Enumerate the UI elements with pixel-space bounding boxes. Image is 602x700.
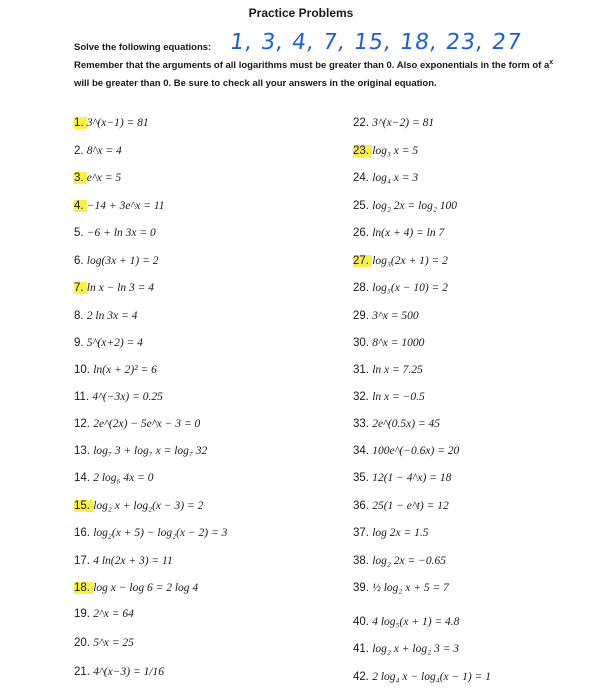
instructions-lead: Solve the following equations: [74, 42, 212, 53]
problem-number: 17. [74, 555, 94, 567]
problem-32 [353, 391, 425, 403]
problem-9 [74, 337, 143, 349]
problem-equation: log₃(2x + 1) = 2 [372, 255, 448, 267]
problem-equation: 4^(x−3) = 1/16 [93, 666, 165, 678]
instructions-line-2-text: Remember that the arguments of all logarithms must be greater than 0. Also exponentials in the form of a [74, 60, 550, 72]
problem-29 [353, 310, 419, 322]
problem-34 [353, 445, 459, 457]
problem-20 [74, 637, 134, 649]
problem-5 [74, 227, 156, 239]
problem-19 [74, 608, 134, 620]
problem-number: 10. [74, 364, 94, 376]
problem-equation: log₄ x = 3 [372, 172, 419, 184]
problem-equation: log₃ x = 5 [372, 145, 419, 157]
problem-1 [74, 117, 149, 129]
problem-equation: 2 log₆ 4x = 0 [93, 472, 154, 484]
problem-36 [353, 500, 449, 512]
problem-27 [353, 255, 448, 267]
problem-equation: ln(x + 2)² = 6 [93, 364, 157, 376]
problem-number: 8. [74, 310, 87, 322]
problem-equation: log₅(x − 10) = 2 [372, 282, 448, 294]
instructions-line-2 [74, 59, 553, 71]
problem-number: 33. [353, 418, 373, 430]
problem-number: 27. [353, 255, 373, 267]
problem-7 [74, 282, 154, 294]
problem-number: 28. [353, 282, 373, 294]
problem-33 [353, 418, 440, 430]
problem-4 [74, 200, 165, 212]
problem-equation: 3^(x−2) = 81 [372, 117, 435, 129]
problem-number: 25. [353, 200, 373, 212]
problem-number: 16. [74, 527, 94, 539]
problem-equation: 5^x = 25 [93, 637, 134, 649]
problem-26 [353, 227, 444, 239]
problem-42 [353, 671, 491, 683]
problem-40 [353, 616, 459, 628]
problem-number: 21. [74, 666, 94, 678]
problem-13 [74, 445, 207, 457]
problem-equation: ½ log₂ x + 5 = 7 [372, 582, 449, 594]
problem-equation: log₂ x + log₂ 3 = 3 [372, 643, 459, 655]
problem-16 [74, 527, 227, 539]
problem-equation: 2 ln 3x = 4 [86, 310, 138, 322]
problem-10 [74, 364, 157, 376]
problem-number: 30. [353, 337, 373, 349]
problem-8 [74, 310, 137, 322]
problem-21 [74, 666, 164, 678]
problem-number: 31. [353, 364, 373, 376]
problem-number: 42. [353, 671, 373, 683]
problem-14 [74, 472, 154, 484]
problem-6 [74, 255, 159, 267]
problem-15 [74, 500, 203, 512]
problem-equation: 3^x = 500 [372, 310, 419, 322]
problem-number: 19. [74, 608, 94, 620]
problem-equation: log₂ x + log₂(x − 3) = 2 [93, 500, 204, 512]
problem-17 [74, 555, 173, 567]
problem-18 [74, 582, 198, 594]
problem-24 [353, 172, 418, 184]
problem-equation: ln x = 7.25 [372, 364, 423, 376]
problem-41 [353, 643, 459, 655]
problem-equation: log x − log 6 = 2 log 4 [93, 582, 199, 594]
problem-28 [353, 282, 448, 294]
problem-38 [353, 555, 446, 567]
problem-equation: log₇ 3 + log₇ x = log₇ 32 [93, 445, 208, 457]
page-title: Practice Problems [248, 6, 354, 20]
problem-equation: 2e^(2x) − 5e^x − 3 = 0 [93, 418, 201, 430]
problem-equation: 100e^(−0.6x) = 20 [372, 445, 460, 457]
problem-number: 7. [74, 282, 87, 294]
problem-number: 38. [353, 555, 373, 567]
problem-equation: 2e^(0.5x) = 45 [372, 418, 441, 430]
problem-number: 13. [74, 445, 94, 457]
problem-equation: ln x = −0.5 [372, 391, 425, 403]
problem-equation: ln x − ln 3 = 4 [86, 282, 155, 294]
problem-number: 14. [74, 472, 94, 484]
problem-equation: 5^(x+2) = 4 [86, 337, 143, 349]
problem-31 [353, 364, 423, 376]
problem-equation: log₂ 2x = −0.65 [372, 555, 447, 567]
problem-23 [353, 145, 418, 157]
problem-number: 11. [74, 391, 93, 403]
problem-equation: log(3x + 1) = 2 [86, 255, 159, 267]
problem-11 [74, 391, 163, 403]
problem-number: 23. [353, 145, 373, 157]
problem-equation: log₂ 2x = log₂ 100 [372, 200, 457, 212]
problem-equation: 8^x = 1000 [372, 337, 425, 349]
problem-equation: 4 log₅(x + 1) = 4.8 [372, 616, 460, 628]
problem-number: 4. [74, 200, 87, 212]
problem-equation: 25(1 − e^t) = 12 [372, 500, 449, 512]
problem-number: 36. [353, 500, 373, 512]
problem-22 [353, 117, 434, 129]
handwritten-answer: 1, 3, 4, 7, 15, 18, 23, 27 [228, 30, 524, 55]
problem-equation: 4^(−3x) = 0.25 [92, 391, 163, 403]
problem-equation: 12(1 − 4^x) = 18 [372, 472, 452, 484]
problem-37 [353, 527, 429, 539]
problem-equation: 3^(x−1) = 81 [86, 117, 149, 129]
problem-number: 34. [353, 445, 373, 457]
problem-number: 26. [353, 227, 373, 239]
problem-number: 29. [353, 310, 373, 322]
problem-equation: 4 ln(2x + 3) = 11 [93, 555, 173, 567]
problem-equation: ln(x + 4) = ln 7 [372, 227, 445, 239]
problem-3 [74, 172, 121, 184]
instructions-line-3: will be greater than 0. Be sure to check all your answers in the original equation. [74, 78, 437, 89]
problem-equation: e^x = 5 [86, 172, 122, 184]
problem-30 [353, 337, 424, 349]
problem-number: 9. [74, 337, 87, 349]
problem-number: 37. [353, 527, 373, 539]
problem-number: 20. [74, 637, 94, 649]
problem-number: 35. [353, 472, 373, 484]
problem-number: 1. [74, 117, 87, 129]
problem-equation: log₂(x + 5) − log₂(x − 2) = 3 [93, 527, 228, 539]
problem-number: 3. [74, 172, 87, 184]
problem-number: 6. [74, 255, 87, 267]
problem-number: 18. [74, 582, 94, 594]
problem-2 [74, 145, 122, 157]
problem-35 [353, 472, 451, 484]
problem-equation: log 2x = 1.5 [372, 527, 429, 539]
problem-number: 12. [74, 418, 94, 430]
problem-number: 5. [74, 227, 87, 239]
problem-39 [353, 582, 449, 594]
problem-equation: −14 + 3e^x = 11 [86, 200, 165, 212]
instructions-line-2-sup: x [549, 59, 554, 66]
problem-number: 39. [353, 582, 373, 594]
problem-number: 2. [74, 145, 87, 157]
problem-equation: 2^x = 64 [93, 608, 134, 620]
problem-number: 40. [353, 616, 373, 628]
problem-number: 41. [353, 643, 373, 655]
problem-equation: 2 log₄ x − log₄(x − 1) = 1 [372, 671, 491, 683]
problem-number: 22. [353, 117, 373, 129]
problem-number: 15. [74, 500, 94, 512]
problem-12 [74, 418, 200, 430]
problem-number: 32. [353, 391, 373, 403]
problem-number: 24. [353, 172, 373, 184]
problem-equation: −6 + ln 3x = 0 [86, 227, 156, 239]
problem-equation: 8^x = 4 [86, 145, 122, 157]
problem-25 [353, 200, 457, 212]
